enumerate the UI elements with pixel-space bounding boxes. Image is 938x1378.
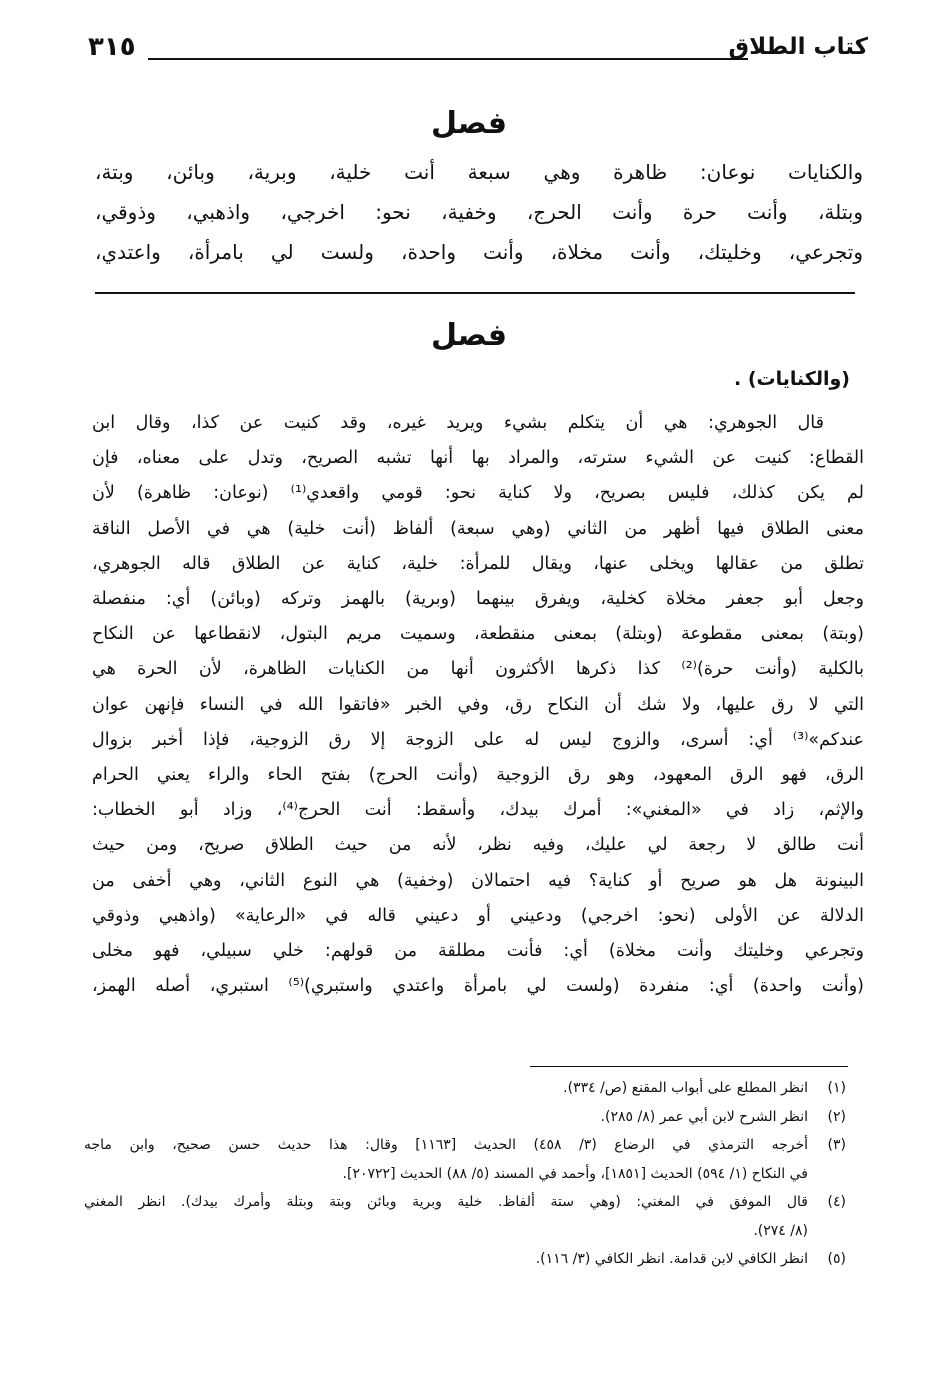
commentary-line: وجعل أبو جعفر مخلاة كخلية، ويفرق بينهما (وبرية) بالهمز وتركه (وبائن) أي: منفصلة [92,589,864,610]
commentary-line: البينونة هل هو صريح أو كناية؟ فيه احتمالان (وخفية) هي النوع الثاني، وهي أخفى من [92,870,864,891]
footnote-divider [530,1066,848,1067]
commentary-line: (وبتة) بمعنى مقطوعة (وبتلة) بمعنى منقطعة، وسميت مريم البتول، لانقطاعها عن النكاح [92,624,864,645]
matn-text [95,152,863,272]
page-number: ٣١٥ [88,32,136,62]
footnote-3 [84,1131,846,1188]
footnote-5 [84,1245,846,1274]
commentary-line: تطلق من عقالها ويخلى عنها، ويقال للمرأة: خلية، كناية عن الطلاق قاله الجوهري، [92,553,864,574]
footnote-line: في النكاح (١/ ٥٩٤) الحديث [١٨٥١]، وأحمد في المسند (٥/ ٨٨) الحديث [٢٠٧٢٢]. [342,1165,808,1182]
commentary-line: وتجرعي وخليتك وأنت مخلاة) أي: فأنت مطلقة من قولهم: خلي سبيلي، فهو مخلى [92,941,864,962]
section-title-1: فصل [431,106,507,141]
commentary-line: معنى الطلاق فيها أظهر من الثاني (وهي سبعة) ألفاظ (أنت خلية) هي في الأصل الناقة [92,518,864,539]
commentary-line: التي لا رق عليها، ولا شك أن النكاح رق، وفي الخبر «فاتقوا الله في النساء فإنهن عوان [92,694,864,715]
footnote-text [84,1188,808,1245]
section-divider [95,292,855,294]
footnote-text [84,1103,808,1132]
commentary-line: الرق، فهو الرق المعهود، وهو رق الزوجية (وأنت الحرج) بفتح الحاء والراء يعني الحرام [92,765,864,786]
footnote-line: انظر الكافي لابن قدامة. انظر الكافي (٣/ ١١٦). [535,1251,808,1267]
commentary-line: القطاع: كنيت عن الشيء سترته، والمراد بها أنها تشبه الصريح، وتدل على معناه، فإن [92,448,864,469]
matn-line: وتجرعي، وخليتك، وأنت مخلاة، وأنت واحدة، ولست لي بامرأة، واعتدي، [95,240,863,264]
footnote-number: (٤) [827,1194,846,1210]
footnote-1 [84,1074,846,1103]
footnotes [84,1074,846,1274]
footnote-text [84,1074,808,1103]
matn-line: وبتلة، وأنت حرة وأنت الحرج، وخفية، نحو: اخرجي، واذهبي، وذوقي، [95,200,863,224]
footnote-text [84,1131,808,1188]
footnote-number: (٢) [827,1108,846,1125]
footnote-number: (١) [827,1080,846,1096]
footnote-line: (٨/ ٢٧٤). [753,1222,808,1239]
commentary-line: أنت طالق لا رجعة لي عليك، وفيه نظر، لأنه من حيث الطلاق صريح، ومن حيث [92,835,864,856]
commentary-line: بالكلية (وأنت حرة)⁽²⁾ كذا ذكرها الأكثرون أنها من الكنايات الظاهرة، لأن الحرة هي [92,659,864,680]
header-rule [148,58,748,60]
footnote-number: (٥) [827,1251,846,1267]
footnote-4 [84,1188,846,1245]
page-header [88,30,868,70]
sub-heading: (والكنايات) . [734,368,850,390]
commentary-line: عندكم»⁽³⁾ أي: أسرى، والزوج ليس له على الزوجة إلا رق الزوجية، فإذا أخبر بزوال [92,729,864,750]
footnote-number: (٣) [827,1137,846,1153]
footnote-text [84,1245,808,1274]
footnote-line: انظر المطلع على أبواب المقنع (ص/ ٣٣٤). [563,1080,808,1096]
section-title-2: فصل [431,318,507,353]
commentary-line: الدلالة عن الأولى (نحو: اخرجي) ودعيني أو دعيني قاله في «الرعاية» (واذهبي وذوقي [92,905,864,926]
commentary-line: (وأنت واحدة) أي: منفردة (ولست لي بامرأة واعتدي واستبري)⁽⁵⁾ استبري، أصله الهمز، [92,976,864,997]
commentary-text [92,406,864,1004]
chapter-title: كتاب الطلاق [728,34,868,60]
matn-line: والكنايات نوعان: ظاهرة وهي سبعة أنت خلية، وبرية، وبائن، وبتة، [95,160,863,184]
commentary-line: قال الجوهري: هي أن يتكلم بشيء ويريد غيره، وقد كنيت عن كذا، وقال ابن [92,413,824,433]
footnote-line: انظر الشرح لابن أبي عمر (٨/ ٢٨٥). [600,1108,808,1125]
footnote-line: قال الموفق في المغني: (وهي ستة ألفاظ. خلية وبرية وبائن وبتة وبتلة وأمرك بيدك). انظر المغني [84,1194,808,1210]
commentary-line: والإثم، زاد في «المغني»: أمرك بيدك، وأسقط: أنت الحرج⁽⁴⁾، وزاد أبو الخطاب: [92,800,864,821]
footnote-2 [84,1103,846,1132]
footnote-line: أخرجه الترمذي في الرضاع (٣/ ٤٥٨) الحديث [١١٦٣] وقال: هذا حديث حسن صحيح، وابن ماجه [84,1137,808,1153]
commentary-line: لم يكن كذلك، فليس بصريح، ولا كناية نحو: قومي واقعدي⁽¹⁾ (نوعان: ظاهرة) لأن [92,483,864,504]
